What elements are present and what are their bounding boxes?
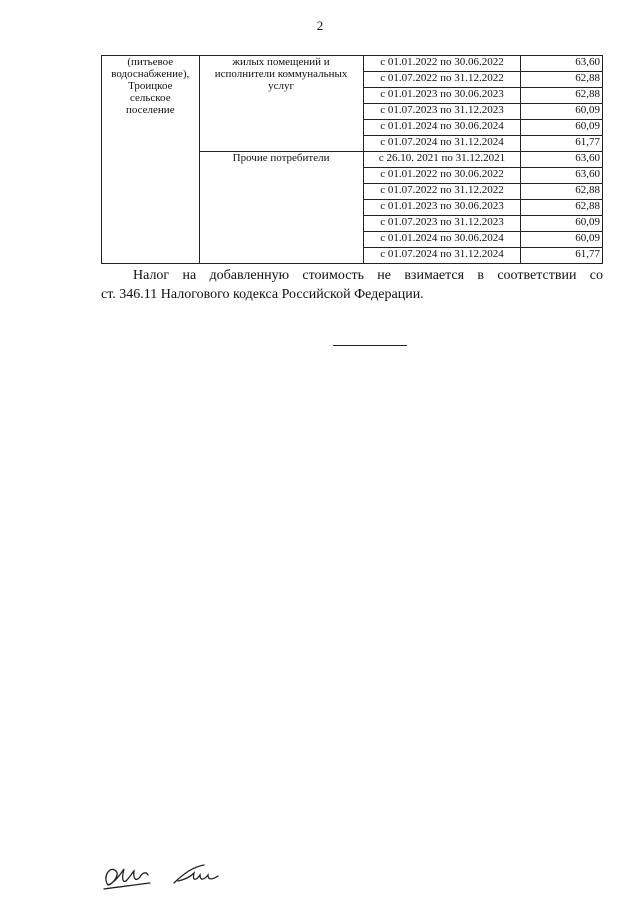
region-line: поселение (125, 104, 175, 116)
period-cell: с 01.07.2023 по 31.12.2023 (363, 104, 521, 120)
period-cell: с 01.01.2023 по 30.06.2023 (363, 88, 521, 104)
period-cell: с 26.10. 2021 по 31.12.2021 (363, 152, 521, 168)
tariff-value-cell: 60,09 (521, 216, 603, 232)
vat-note-line-2: ст. 346.11 Налогового кодекса Российской Федерации. (101, 287, 424, 302)
tariff-value-cell: 61,77 (521, 136, 603, 152)
tariff-value-cell: 60,09 (521, 232, 603, 248)
separator-line (333, 345, 407, 346)
handwritten-signatures (100, 855, 240, 895)
consumer-group-line: Прочие потребители (232, 152, 330, 164)
tariff-value-cell: 62,88 (521, 88, 603, 104)
region-line: Троицкое (128, 80, 173, 92)
vat-note (101, 266, 603, 304)
consumer-group-line: жилых помещений и (232, 56, 330, 68)
consumer-group-line: услуг (268, 80, 294, 92)
tariff-value-cell: 62,88 (521, 200, 603, 216)
consumer-group-cell (199, 152, 363, 264)
consumer-group-line: исполнители коммунальных (214, 68, 348, 80)
tariff-value-cell: 63,60 (521, 168, 603, 184)
period-cell: с 01.07.2022 по 31.12.2022 (363, 184, 521, 200)
region-line: водоснабжение), (111, 68, 190, 80)
tariff-value-cell: 63,60 (521, 152, 603, 168)
tariff-value-cell: 61,77 (521, 248, 603, 264)
tariff-table-body (102, 56, 603, 264)
page-number: 2 (316, 18, 324, 33)
vat-note-line-1: Налог на добавленную стоимость не взимается в соответствии со (133, 268, 603, 283)
period-cell: с 01.07.2023 по 31.12.2023 (363, 216, 521, 232)
period-cell: с 01.01.2024 по 30.06.2024 (363, 120, 521, 136)
consumer-group-cell (199, 56, 363, 152)
tariff-value-cell: 62,88 (521, 184, 603, 200)
period-cell: с 01.01.2022 по 30.06.2022 (363, 168, 521, 184)
period-cell: с 01.07.2024 по 31.12.2024 (363, 136, 521, 152)
period-cell: с 01.01.2024 по 30.06.2024 (363, 232, 521, 248)
region-line: сельское (129, 92, 171, 104)
tariff-row (102, 56, 603, 72)
period-cell: с 01.01.2023 по 30.06.2023 (363, 200, 521, 216)
tariff-value-cell: 62,88 (521, 72, 603, 88)
period-cell: с 01.07.2022 по 31.12.2022 (363, 72, 521, 88)
period-cell: с 01.01.2022 по 30.06.2022 (363, 56, 521, 72)
tariff-value-cell: 63,60 (521, 56, 603, 72)
tariff-value-cell: 60,09 (521, 120, 603, 136)
signature-left (104, 869, 150, 889)
region-cell (102, 56, 200, 264)
region-line: (питьевое (127, 56, 174, 68)
signature-right (174, 865, 218, 883)
tariff-value-cell: 60,09 (521, 104, 603, 120)
tariff-table (101, 55, 603, 264)
period-cell: с 01.07.2024 по 31.12.2024 (363, 248, 521, 264)
